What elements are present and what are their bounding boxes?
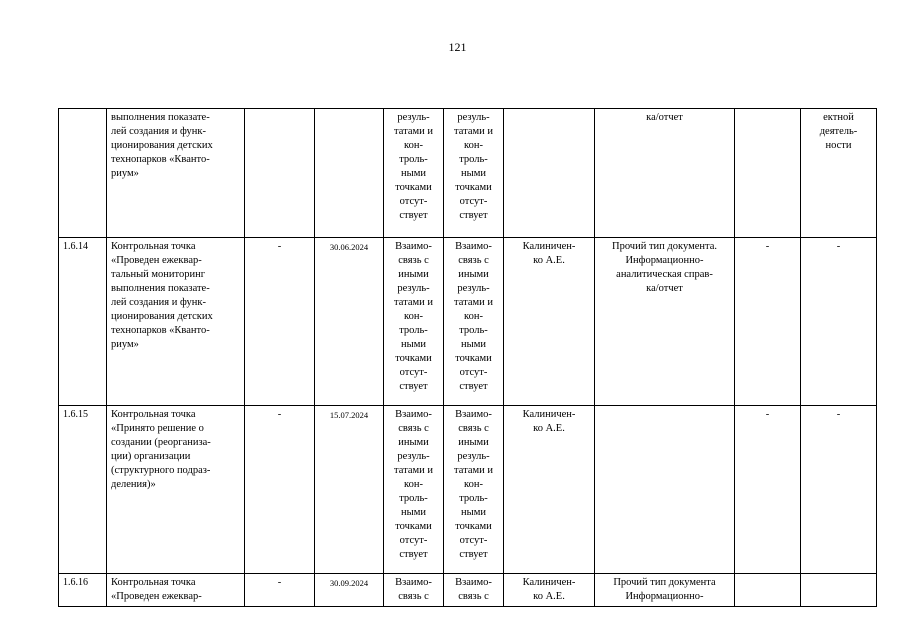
cell-line: Прочий тип документа. (612, 241, 717, 252)
cell-predecessors (384, 238, 444, 406)
cell-document-type (595, 574, 735, 607)
table-row (59, 238, 877, 406)
cell-line: Контрольная точка (111, 241, 196, 252)
cell-line: лей создания и функ- (111, 297, 206, 308)
cell-line: татами и (394, 297, 433, 308)
cell-line: «Принято решение о (111, 423, 204, 434)
cell-line: Информационно- (625, 591, 704, 602)
cell-line: ствует (459, 210, 488, 221)
cell-line: точками (395, 182, 432, 193)
cell-name (107, 406, 245, 574)
cell-successors (444, 109, 504, 238)
cell-line: точками (455, 353, 492, 364)
cell-predecessors (384, 574, 444, 607)
cell-line: татами и (394, 465, 433, 476)
cell-predecessors (384, 406, 444, 574)
cell-line: ка/отчет (646, 283, 683, 294)
cell-responsible (504, 238, 595, 406)
cell-base-value: - (245, 406, 315, 574)
cell-line: ко А.Е. (533, 591, 565, 602)
cell-line: деятель- (819, 126, 858, 137)
cell-line: деления)» (111, 479, 156, 490)
cell-line: аналитическая справ- (616, 269, 713, 280)
cell-line: отсут- (399, 196, 428, 207)
cell-line: ными (401, 507, 426, 518)
cell-line: татами и (394, 126, 433, 137)
cell-line: создании (реорганиза- (111, 437, 211, 448)
cell-project-activity (801, 406, 877, 574)
cell-line: связь с (398, 591, 429, 602)
cell-line: ными (461, 168, 486, 179)
cell-line: Информационно- (625, 255, 704, 266)
cell-line: отсут- (459, 367, 488, 378)
cell-number: 1.6.16 (59, 574, 107, 607)
cell-line: связь с (458, 591, 489, 602)
cell-line: резуль- (397, 283, 430, 294)
cell-line: технопарков «Кванто- (111, 154, 210, 165)
cell-line: - (836, 241, 841, 252)
cell-name (107, 109, 245, 238)
cell-level (735, 109, 801, 238)
cell-line: связь с (398, 255, 429, 266)
cell-successors (444, 406, 504, 574)
cell-date: 15.07.2024 (315, 406, 384, 574)
cell-line: тальный мониторинг (111, 269, 206, 280)
cell-line: резуль- (457, 283, 490, 294)
cell-line: отсут- (399, 535, 428, 546)
table-row (59, 574, 877, 607)
cell-line: ствует (459, 549, 488, 560)
cell-document-type (595, 238, 735, 406)
cell-line: троль- (399, 493, 428, 504)
cell-successors (444, 574, 504, 607)
cell-line: троль- (399, 325, 428, 336)
cell-project-activity (801, 574, 877, 607)
cell-line: резуль- (397, 451, 430, 462)
cell-line: ко А.Е. (533, 255, 565, 266)
cell-line: резуль- (457, 112, 490, 123)
cell-line: Взаимо- (455, 409, 492, 420)
cell-line: иными (398, 437, 429, 448)
cell-line: ко А.Е. (533, 423, 565, 434)
cell-line: Взаимо- (455, 241, 492, 252)
cell-line: татами и (454, 297, 493, 308)
cell-project-activity (801, 238, 877, 406)
cell-line: ности (825, 140, 852, 151)
cell-name (107, 574, 245, 607)
cell-line: кон- (464, 140, 483, 151)
cell-line: точками (455, 521, 492, 532)
cell-line: выполнения показате- (111, 283, 210, 294)
cell-line: связь с (398, 423, 429, 434)
cell-line: кон- (464, 479, 483, 490)
cell-line: ствует (459, 381, 488, 392)
cell-line: точками (455, 182, 492, 193)
cell-line: ектной (823, 112, 854, 123)
cell-line: отсут- (459, 196, 488, 207)
cell-line: Взаимо- (395, 241, 432, 252)
cell-line: точками (395, 353, 432, 364)
cell-line: «Проведен ежеквар- (111, 255, 202, 266)
cell-line: резуль- (457, 451, 490, 462)
cell-line: связь с (458, 423, 489, 434)
cell-line: кон- (404, 311, 423, 322)
cell-number: 1.6.15 (59, 406, 107, 574)
cell-date: 30.09.2024 (315, 574, 384, 607)
cell-line: Калиничен- (522, 577, 576, 588)
cell-base-value: - (245, 238, 315, 406)
cell-line: ционирования детских (111, 140, 213, 151)
cell-date (315, 109, 384, 238)
cell-responsible (504, 574, 595, 607)
cell-line: троль- (399, 154, 428, 165)
cell-line: резуль- (397, 112, 430, 123)
cell-name (107, 238, 245, 406)
cell-document-type (595, 406, 735, 574)
cell-line: - (836, 409, 841, 420)
cell-predecessors (384, 109, 444, 238)
cell-line: ными (461, 339, 486, 350)
cell-number: 1.6.14 (59, 238, 107, 406)
cell-line: ционирования детских (111, 311, 213, 322)
cell-line: Калиничен- (522, 241, 576, 252)
cell-successors (444, 238, 504, 406)
cell-line: татами и (454, 465, 493, 476)
cell-line: ка/отчет (646, 112, 683, 123)
cell-base-value (245, 109, 315, 238)
cell-line: Контрольная точка (111, 409, 196, 420)
cell-line: точками (395, 521, 432, 532)
cell-line: татами и (454, 126, 493, 137)
cell-responsible (504, 109, 595, 238)
cell-line: троль- (459, 493, 488, 504)
cell-line: Калиничен- (522, 409, 576, 420)
cell-number (59, 109, 107, 238)
cell-line: ствует (399, 210, 428, 221)
cell-line: иными (458, 269, 489, 280)
cell-responsible (504, 406, 595, 574)
cell-line: Взаимо- (395, 409, 432, 420)
cell-level: - (735, 406, 801, 574)
cell-document-type (595, 109, 735, 238)
cell-date: 30.06.2024 (315, 238, 384, 406)
cell-line: выполнения показате- (111, 112, 210, 123)
cell-line: связь с (458, 255, 489, 266)
cell-line: ными (401, 339, 426, 350)
cell-line: риум» (111, 168, 139, 179)
plan-table (58, 108, 877, 607)
cell-line: ствует (399, 381, 428, 392)
cell-line: кон- (464, 311, 483, 322)
table-row (59, 406, 877, 574)
cell-line: троль- (459, 154, 488, 165)
cell-line: ствует (399, 549, 428, 560)
cell-project-activity (801, 109, 877, 238)
cell-line: отсут- (399, 367, 428, 378)
cell-base-value: - (245, 574, 315, 607)
cell-line: ными (401, 168, 426, 179)
cell-line: риум» (111, 339, 139, 350)
cell-level: - (735, 238, 801, 406)
cell-line: (структурного подраз- (111, 465, 211, 476)
cell-line: Взаимо- (455, 577, 492, 588)
cell-line: кон- (404, 140, 423, 151)
cell-line: «Проведен ежеквар- (111, 591, 202, 602)
cell-line: Взаимо- (395, 577, 432, 588)
cell-line: ными (461, 507, 486, 518)
cell-line: троль- (459, 325, 488, 336)
cell-line: Контрольная точка (111, 577, 196, 588)
cell-line: кон- (404, 479, 423, 490)
cell-line: иными (398, 269, 429, 280)
cell-line: иными (458, 437, 489, 448)
cell-level (735, 574, 801, 607)
cell-line: технопарков «Кванто- (111, 325, 210, 336)
table-row (59, 109, 877, 238)
cell-line: ции) организации (111, 451, 191, 462)
cell-line: лей создания и функ- (111, 126, 206, 137)
page-number: 121 (448, 40, 467, 54)
cell-line: отсут- (459, 535, 488, 546)
cell-line: Прочий тип документа (613, 577, 716, 588)
